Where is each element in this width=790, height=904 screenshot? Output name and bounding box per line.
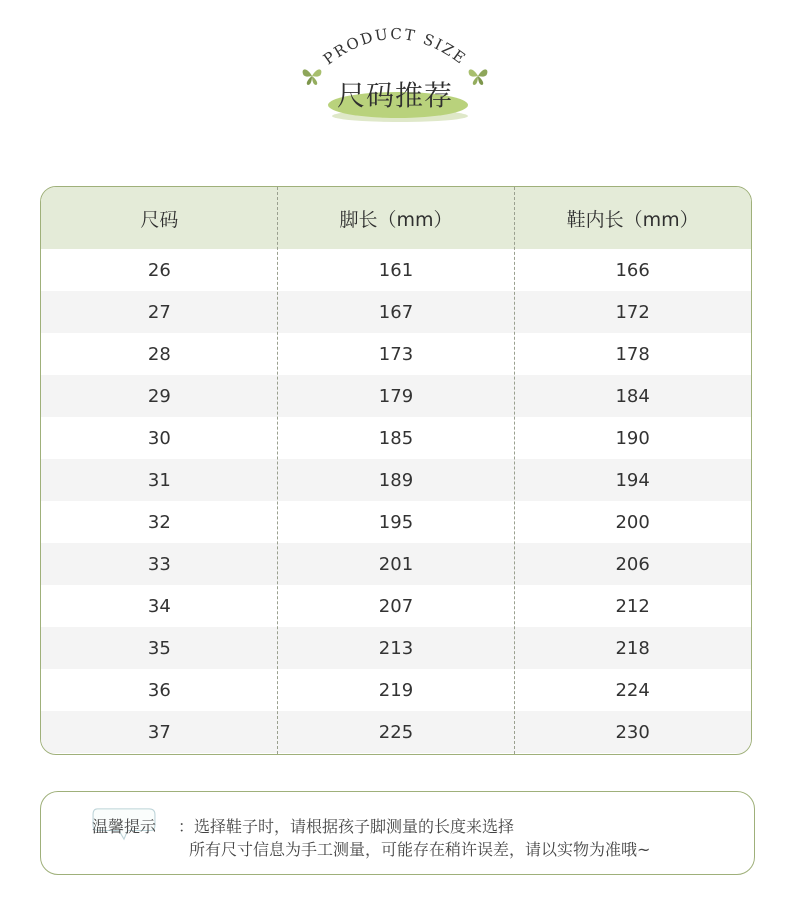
cell-insole-length: 230 xyxy=(615,721,650,743)
cell-size: 36 xyxy=(147,679,171,701)
cell-foot-length: 225 xyxy=(378,721,414,743)
cell-insole-length: 224 xyxy=(615,679,650,701)
cell-foot-length: 161 xyxy=(378,259,414,281)
cell-size: 34 xyxy=(147,595,171,617)
cell-size: 31 xyxy=(147,469,171,491)
tip-text-line1: ：选择鞋子时，请根据孩子脚测量的长度来选择 xyxy=(178,817,515,836)
cell-foot-length: 173 xyxy=(378,343,414,365)
cell-insole-length: 218 xyxy=(615,637,650,659)
column-header-size: 尺码 xyxy=(140,208,179,231)
table-row xyxy=(41,333,751,375)
subtitle-en: PRODUCT SIZE xyxy=(319,24,471,69)
table-row xyxy=(41,711,751,753)
cell-insole-length: 166 xyxy=(615,259,650,281)
tips-label: 温馨提示 xyxy=(91,817,156,836)
cell-foot-length: 219 xyxy=(378,679,414,701)
cell-size: 29 xyxy=(147,385,171,407)
table-row xyxy=(41,627,751,669)
cell-insole-length: 184 xyxy=(615,385,650,407)
cell-size: 28 xyxy=(147,343,171,365)
cell-size: 27 xyxy=(147,301,171,323)
table-row xyxy=(41,375,751,417)
svg-text:PRODUCT SIZE xyxy=(320,25,470,68)
cell-insole-length: 178 xyxy=(615,343,650,365)
table-row xyxy=(41,501,751,543)
column-header-foot-length: 脚长（mm） xyxy=(339,208,453,231)
cell-foot-length: 201 xyxy=(378,553,414,575)
cell-insole-length: 172 xyxy=(615,301,650,323)
cell-insole-length: 190 xyxy=(615,427,650,449)
table-row xyxy=(41,417,751,459)
table-header xyxy=(41,187,751,249)
cell-foot-length: 207 xyxy=(378,595,414,617)
cell-foot-length: 167 xyxy=(378,301,414,323)
cell-size: 37 xyxy=(147,721,171,743)
cell-foot-length: 185 xyxy=(378,427,414,449)
table-row xyxy=(41,249,751,291)
cell-foot-length: 179 xyxy=(378,385,414,407)
tips-box xyxy=(40,791,755,875)
column-divider xyxy=(514,187,515,754)
cell-insole-length: 212 xyxy=(615,595,650,617)
cell-size: 32 xyxy=(147,511,171,533)
tip-text-line2: 所有尺寸信息为手工测量，可能存在稍许误差，请以实物为准哦~ xyxy=(189,840,651,859)
table-row xyxy=(41,543,751,585)
cell-insole-length: 194 xyxy=(615,469,650,491)
cell-foot-length: 213 xyxy=(378,637,414,659)
arc-subtitle xyxy=(300,10,490,80)
cell-insole-length: 200 xyxy=(615,511,650,533)
table-row xyxy=(41,669,751,711)
table-row xyxy=(41,459,751,501)
cell-size: 26 xyxy=(147,259,171,281)
cell-foot-length: 195 xyxy=(378,511,414,533)
column-header-insole-length: 鞋内长（mm） xyxy=(566,208,699,231)
column-divider xyxy=(277,187,278,754)
cell-foot-length: 189 xyxy=(378,469,414,491)
cell-insole-length: 206 xyxy=(615,553,650,575)
size-table xyxy=(40,186,752,755)
page-header xyxy=(0,0,790,140)
table-body xyxy=(41,249,751,753)
cell-size: 30 xyxy=(147,427,171,449)
page-title: 尺码推荐 xyxy=(336,79,453,112)
table-row xyxy=(41,291,751,333)
cell-size: 35 xyxy=(147,637,171,659)
cell-size: 33 xyxy=(147,553,171,575)
table-row xyxy=(41,585,751,627)
